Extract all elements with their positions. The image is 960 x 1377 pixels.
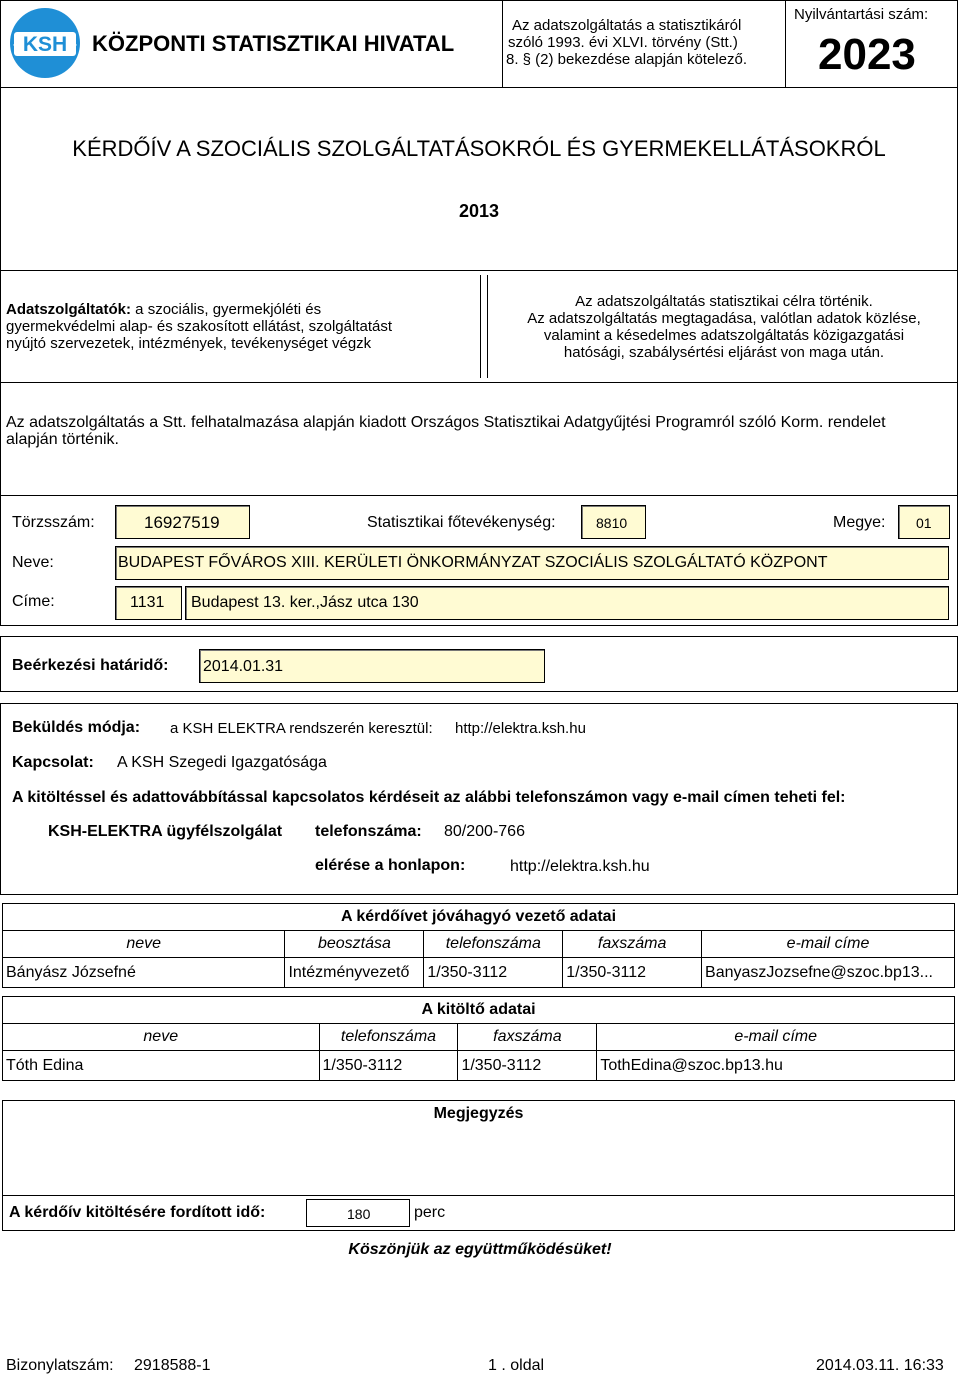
notice-line-4: hatósági, szabálysértési eljárást von maga után. (563, 344, 885, 361)
phone-label: telefonszáma: (315, 823, 422, 840)
help-line: A kitöltéssel és adattovábbítással kapcsolatos kérdéseit az alábbi telefonszámon vagy e-mail címen teheti fel: (12, 789, 846, 806)
manager-header-name: neve (3, 931, 285, 958)
filler-header-name: neve (3, 1024, 320, 1051)
manager-table (2, 903, 955, 988)
deadline-value: 2014.01.31 (203, 658, 284, 675)
zip-value: 1131 (130, 594, 165, 611)
name-value: BUDAPEST FŐVÁROS XIII. KERÜLETI ÖNKORMÁNYZAT SZOCIÁLIS SZOLGÁLTATÓ KÖZPONT (118, 554, 828, 571)
manager-header-fax: faxszáma (563, 931, 702, 958)
legal-line-1: Az adatszolgáltatás a statisztikáról (512, 17, 742, 34)
phone-value: 80/200-766 (444, 823, 525, 840)
helpdesk-label: KSH-ELEKTRA ügyfélszolgálat (48, 823, 283, 840)
logo-text: KSH (22, 33, 68, 56)
activity-value: 8810 (596, 515, 628, 531)
time-value: 180 (347, 1206, 371, 1222)
activity-label: Statisztikai főtevékenység: (367, 514, 556, 531)
manager-email[interactable]: BanyaszJozsefne@szoc.bp13... (702, 958, 955, 988)
providers-line-2: gyermekvédelmi alap- és szakosított ellátást, szolgáltatást (6, 318, 393, 335)
send-method-url: http://elektra.ksh.hu (455, 720, 586, 737)
manager-header-phone: telefonszáma (424, 931, 563, 958)
filler-header-phone: telefonszáma (319, 1024, 458, 1051)
providers-text-1: a szociális, gyermekjóléti és (131, 301, 322, 318)
filler-table (2, 996, 955, 1081)
address-label: Címe: (12, 593, 55, 610)
manager-fax[interactable]: 1/350-3112 (563, 958, 702, 988)
header-divider-1 (502, 0, 503, 88)
county-field[interactable] (898, 505, 950, 539)
time-field[interactable] (306, 1199, 410, 1227)
providers-divider (480, 275, 488, 378)
footer-timestamp: 2014.03.11. 16:33 (816, 1357, 944, 1374)
filler-header-fax: faxszáma (458, 1024, 597, 1051)
title-frame (0, 87, 958, 271)
torzsszam-value: 16927519 (144, 513, 220, 532)
providers-line-1 (6, 301, 321, 318)
manager-position[interactable]: Intézményvezető (285, 958, 424, 988)
county-label: Megye: (833, 514, 886, 531)
time-unit: perc (414, 1204, 446, 1221)
filler-fax[interactable]: 1/350-3112 (458, 1051, 597, 1081)
org-name: KÖZPONTI STATISZTIKAI HIVATAL (92, 31, 455, 56)
activity-field[interactable] (581, 505, 646, 539)
address-value: Budapest 13. ker.,Jász utca 130 (191, 594, 419, 611)
contact-value: A KSH Szegedi Igazgatósága (117, 754, 327, 771)
footer-cert-label: Bizonylatszám: (6, 1357, 114, 1374)
manager-name[interactable]: Bányász Józsefné (3, 958, 285, 988)
address-field[interactable] (185, 586, 949, 620)
registration-number: 2023 (818, 30, 916, 79)
deadline-field[interactable] (199, 649, 545, 683)
notice-line-3: valamint a késedelmes adatszolgáltatás közigazgatási (543, 327, 905, 344)
filler-name[interactable]: Tóth Edina (3, 1051, 320, 1081)
name-field[interactable] (115, 546, 949, 580)
authorization-line-2: alapján történik. (6, 431, 119, 448)
contact-label: Kapcsolat: (12, 754, 94, 771)
name-label: Neve: (12, 554, 54, 571)
manager-header-position: beosztása (285, 931, 424, 958)
deadline-label: Beérkezési határidő: (12, 657, 169, 674)
thanks-text: Köszönjük az együttműködésüket! (348, 1241, 612, 1258)
torzsszam-field[interactable] (115, 505, 250, 539)
survey-year: 2013 (458, 201, 500, 221)
filler-email[interactable]: TothEdina@szoc.bp13.hu (597, 1051, 955, 1081)
ksh-logo (8, 6, 82, 80)
authorization-frame (0, 382, 958, 496)
zip-field[interactable] (115, 586, 182, 620)
providers-label: Adatszolgáltatók: (6, 301, 132, 318)
footer-cert-number: 2918588-1 (134, 1357, 211, 1374)
web-label: elérése a honlapon: (315, 857, 466, 874)
authorization-line-1: Az adatszolgáltatás a Stt. felhatalmazása alapján kiadott Országos Statisztikai Adatgyűjtési Programról szóló Korm. rendelet (6, 414, 886, 431)
torzsszam-label: Törzsszám: (12, 514, 95, 531)
filler-phone[interactable]: 1/350-3112 (319, 1051, 458, 1081)
remarks-title: Megjegyzés (433, 1105, 524, 1122)
page-title: KÉRDŐÍV A SZOCIÁLIS SZOLGÁLTATÁSOKRÓL ÉS GYERMEKELLÁTÁSOKRÓL (72, 136, 886, 161)
notice-line-2: Az adatszolgáltatás megtagadása, valótlan adatok közlése, (527, 310, 921, 327)
time-label: A kérdőív kitöltésére fordított idő: (9, 1204, 266, 1221)
filler-title: A kitöltő adatai (3, 997, 955, 1024)
legal-line-2: szóló 1993. évi XLVI. törvény (Stt.) (508, 34, 738, 51)
providers-line-3: nyújtó szervezetek, intézmények, tevékenységet végzk (6, 335, 372, 352)
registration-label: Nyilvántartási szám: (794, 6, 929, 23)
send-method-label: Beküldés módja: (12, 719, 141, 736)
header-divider-2 (785, 0, 786, 88)
send-method-value: a KSH ELEKTRA rendszerén keresztül: (170, 720, 433, 737)
filler-header-email: e-mail címe (597, 1024, 955, 1051)
manager-title: A kérdőívet jóváhagyó vezető adatai (3, 904, 955, 931)
manager-phone[interactable]: 1/350-3112 (424, 958, 563, 988)
county-value: 01 (916, 515, 932, 531)
manager-header-email: e-mail címe (702, 931, 955, 958)
footer-page: 1 . oldal (488, 1357, 545, 1374)
notice-line-1: Az adatszolgáltatás statisztikai célra történik. (575, 293, 873, 310)
legal-line-3: 8. § (2) bekezdése alapján kötelező. (506, 51, 747, 68)
web-value: http://elektra.ksh.hu (510, 858, 650, 875)
